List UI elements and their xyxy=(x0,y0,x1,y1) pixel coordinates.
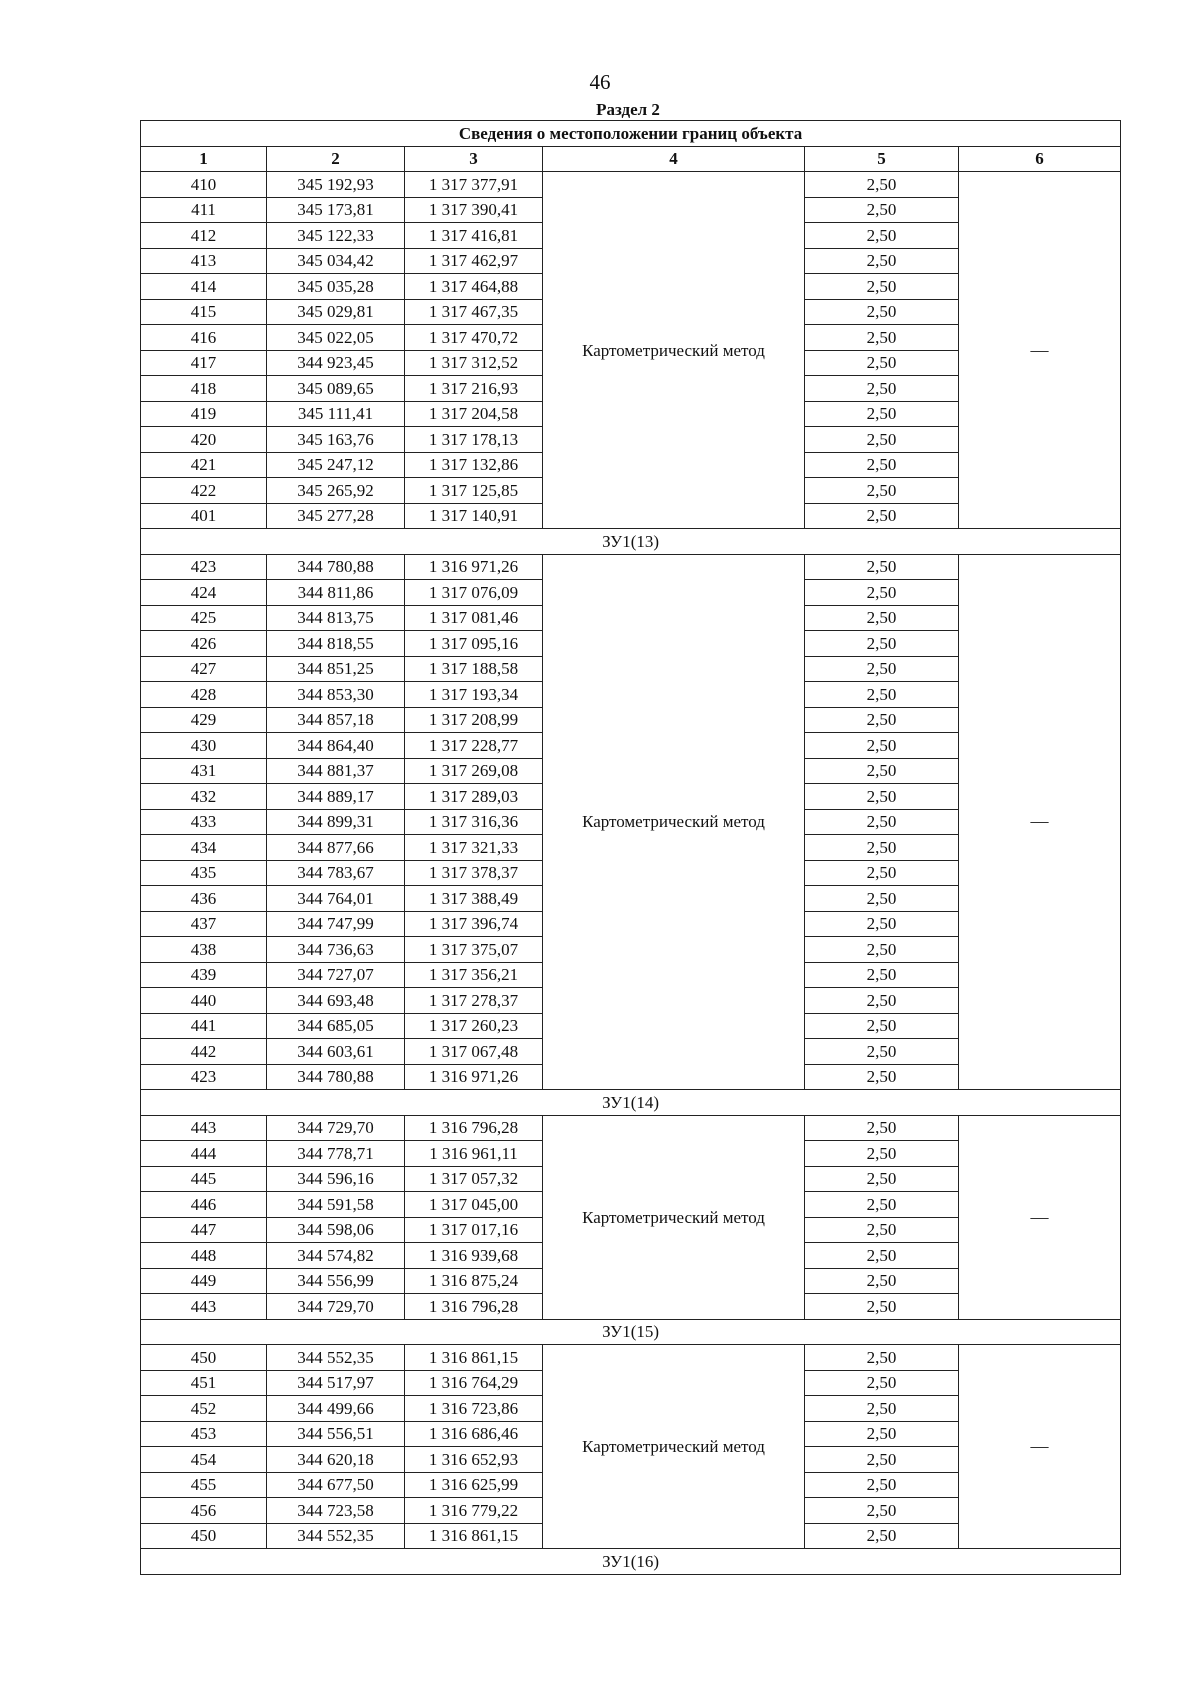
x-coordinate-cell: 344 693,48 xyxy=(267,988,405,1014)
x-coordinate-cell: 344 764,01 xyxy=(267,886,405,912)
y-coordinate-cell: 1 317 462,97 xyxy=(405,248,543,274)
y-coordinate-cell: 1 316 971,26 xyxy=(405,554,543,580)
y-coordinate-cell: 1 317 312,52 xyxy=(405,350,543,376)
x-coordinate-cell: 344 747,99 xyxy=(267,911,405,937)
accuracy-cell: 2,50 xyxy=(805,401,959,427)
y-coordinate-cell: 1 317 057,32 xyxy=(405,1166,543,1192)
point-number-cell: 443 xyxy=(141,1115,267,1141)
x-coordinate-cell: 344 899,31 xyxy=(267,809,405,835)
accuracy-cell: 2,50 xyxy=(805,1447,959,1473)
point-number-cell: 419 xyxy=(141,401,267,427)
point-number-cell: 453 xyxy=(141,1421,267,1447)
y-coordinate-cell: 1 317 132,86 xyxy=(405,452,543,478)
accuracy-cell: 2,50 xyxy=(805,1039,959,1065)
group-label: ЗУ1(16) xyxy=(141,1549,1121,1575)
y-coordinate-cell: 1 316 652,93 xyxy=(405,1447,543,1473)
y-coordinate-cell: 1 316 875,24 xyxy=(405,1268,543,1294)
y-coordinate-cell: 1 317 188,58 xyxy=(405,656,543,682)
y-coordinate-cell: 1 317 081,46 xyxy=(405,605,543,631)
y-coordinate-cell: 1 317 378,37 xyxy=(405,860,543,886)
accuracy-cell: 2,50 xyxy=(805,758,959,784)
x-coordinate-cell: 344 729,70 xyxy=(267,1294,405,1320)
point-number-cell: 451 xyxy=(141,1370,267,1396)
x-coordinate-cell: 344 499,66 xyxy=(267,1396,405,1422)
point-number-cell: 436 xyxy=(141,886,267,912)
y-coordinate-cell: 1 317 204,58 xyxy=(405,401,543,427)
y-coordinate-cell: 1 317 067,48 xyxy=(405,1039,543,1065)
y-coordinate-cell: 1 317 278,37 xyxy=(405,988,543,1014)
method-cell: Картометрический метод xyxy=(543,1345,805,1549)
point-number-cell: 452 xyxy=(141,1396,267,1422)
x-coordinate-cell: 344 596,16 xyxy=(267,1166,405,1192)
group-label-row xyxy=(141,1090,1121,1116)
group-label-row xyxy=(141,1549,1121,1575)
point-number-cell: 426 xyxy=(141,631,267,657)
accuracy-cell: 2,50 xyxy=(805,248,959,274)
y-coordinate-cell: 1 317 390,41 xyxy=(405,197,543,223)
y-coordinate-cell: 1 317 140,91 xyxy=(405,503,543,529)
x-coordinate-cell: 344 556,51 xyxy=(267,1421,405,1447)
y-coordinate-cell: 1 316 861,15 xyxy=(405,1345,543,1371)
x-coordinate-cell: 344 780,88 xyxy=(267,1064,405,1090)
x-coordinate-cell: 344 723,58 xyxy=(267,1498,405,1524)
x-coordinate-cell: 344 877,66 xyxy=(267,835,405,861)
y-coordinate-cell: 1 317 388,49 xyxy=(405,886,543,912)
y-coordinate-cell: 1 317 095,16 xyxy=(405,631,543,657)
accuracy-cell: 2,50 xyxy=(805,172,959,198)
point-number-cell: 423 xyxy=(141,554,267,580)
accuracy-cell: 2,50 xyxy=(805,427,959,453)
x-coordinate-cell: 344 881,37 xyxy=(267,758,405,784)
accuracy-cell: 2,50 xyxy=(805,1217,959,1243)
point-number-cell: 427 xyxy=(141,656,267,682)
point-number-cell: 420 xyxy=(141,427,267,453)
y-coordinate-cell: 1 316 625,99 xyxy=(405,1472,543,1498)
x-coordinate-cell: 344 729,70 xyxy=(267,1115,405,1141)
x-coordinate-cell: 344 620,18 xyxy=(267,1447,405,1473)
point-number-cell: 439 xyxy=(141,962,267,988)
accuracy-cell: 2,50 xyxy=(805,350,959,376)
accuracy-cell: 2,50 xyxy=(805,299,959,325)
table-row xyxy=(141,554,1121,580)
y-coordinate-cell: 1 317 464,88 xyxy=(405,274,543,300)
y-coordinate-cell: 1 316 779,22 xyxy=(405,1498,543,1524)
point-number-cell: 437 xyxy=(141,911,267,937)
x-coordinate-cell: 345 089,65 xyxy=(267,376,405,402)
point-number-cell: 443 xyxy=(141,1294,267,1320)
y-coordinate-cell: 1 317 467,35 xyxy=(405,299,543,325)
y-coordinate-cell: 1 317 216,93 xyxy=(405,376,543,402)
accuracy-cell: 2,50 xyxy=(805,682,959,708)
boundary-coordinates-table xyxy=(140,120,1121,1575)
accuracy-cell: 2,50 xyxy=(805,1115,959,1141)
y-coordinate-cell: 1 317 017,16 xyxy=(405,1217,543,1243)
x-coordinate-cell: 345 163,76 xyxy=(267,427,405,453)
accuracy-cell: 2,50 xyxy=(805,1243,959,1269)
y-coordinate-cell: 1 316 939,68 xyxy=(405,1243,543,1269)
accuracy-cell: 2,50 xyxy=(805,1166,959,1192)
point-number-cell: 418 xyxy=(141,376,267,402)
accuracy-cell: 2,50 xyxy=(805,911,959,937)
column-header: 5 xyxy=(805,146,959,172)
x-coordinate-cell: 344 685,05 xyxy=(267,1013,405,1039)
point-number-cell: 401 xyxy=(141,503,267,529)
point-number-cell: 448 xyxy=(141,1243,267,1269)
y-coordinate-cell: 1 317 396,74 xyxy=(405,911,543,937)
accuracy-cell: 2,50 xyxy=(805,554,959,580)
y-coordinate-cell: 1 316 796,28 xyxy=(405,1115,543,1141)
x-coordinate-cell: 344 811,86 xyxy=(267,580,405,606)
y-coordinate-cell: 1 317 375,07 xyxy=(405,937,543,963)
x-coordinate-cell: 344 736,63 xyxy=(267,937,405,963)
accuracy-cell: 2,50 xyxy=(805,1192,959,1218)
point-number-cell: 442 xyxy=(141,1039,267,1065)
group-label-row xyxy=(141,1319,1121,1345)
point-number-cell: 412 xyxy=(141,223,267,249)
x-coordinate-cell: 344 727,07 xyxy=(267,962,405,988)
y-coordinate-cell: 1 317 321,33 xyxy=(405,835,543,861)
y-coordinate-cell: 1 317 076,09 xyxy=(405,580,543,606)
y-coordinate-cell: 1 317 260,23 xyxy=(405,1013,543,1039)
point-number-cell: 446 xyxy=(141,1192,267,1218)
table-caption-row xyxy=(141,121,1121,147)
group-label: ЗУ1(13) xyxy=(141,529,1121,555)
point-number-cell: 425 xyxy=(141,605,267,631)
x-coordinate-cell: 344 517,97 xyxy=(267,1370,405,1396)
accuracy-cell: 2,50 xyxy=(805,860,959,886)
x-coordinate-cell: 344 603,61 xyxy=(267,1039,405,1065)
accuracy-cell: 2,50 xyxy=(805,1396,959,1422)
page-number: 46 xyxy=(589,70,611,94)
table-body xyxy=(141,172,1121,1575)
column-header: 6 xyxy=(959,146,1121,172)
point-number-cell: 440 xyxy=(141,988,267,1014)
point-number-cell: 455 xyxy=(141,1472,267,1498)
point-number-cell: 450 xyxy=(141,1345,267,1371)
accuracy-cell: 2,50 xyxy=(805,1421,959,1447)
point-number-cell: 456 xyxy=(141,1498,267,1524)
point-number-cell: 432 xyxy=(141,784,267,810)
section-title: Раздел 2 xyxy=(596,100,660,119)
y-coordinate-cell: 1 316 961,11 xyxy=(405,1141,543,1167)
table-row xyxy=(141,1345,1121,1371)
accuracy-cell: 2,50 xyxy=(805,707,959,733)
point-number-cell: 447 xyxy=(141,1217,267,1243)
accuracy-cell: 2,50 xyxy=(805,197,959,223)
y-coordinate-cell: 1 317 208,99 xyxy=(405,707,543,733)
method-cell: Картометрический метод xyxy=(543,554,805,1090)
y-coordinate-cell: 1 317 416,81 xyxy=(405,223,543,249)
y-coordinate-cell: 1 317 045,00 xyxy=(405,1192,543,1218)
accuracy-cell: 2,50 xyxy=(805,1370,959,1396)
accuracy-cell: 2,50 xyxy=(805,478,959,504)
y-coordinate-cell: 1 316 764,29 xyxy=(405,1370,543,1396)
table-caption: Сведения о местоположении границ объекта xyxy=(141,121,1121,147)
x-coordinate-cell: 345 173,81 xyxy=(267,197,405,223)
point-number-cell: 417 xyxy=(141,350,267,376)
accuracy-cell: 2,50 xyxy=(805,962,959,988)
column-header: 3 xyxy=(405,146,543,172)
x-coordinate-cell: 345 035,28 xyxy=(267,274,405,300)
accuracy-cell: 2,50 xyxy=(805,274,959,300)
x-coordinate-cell: 344 851,25 xyxy=(267,656,405,682)
point-number-cell: 435 xyxy=(141,860,267,886)
y-coordinate-cell: 1 316 796,28 xyxy=(405,1294,543,1320)
point-number-cell: 424 xyxy=(141,580,267,606)
accuracy-cell: 2,50 xyxy=(805,223,959,249)
y-coordinate-cell: 1 316 971,26 xyxy=(405,1064,543,1090)
y-coordinate-cell: 1 317 316,36 xyxy=(405,809,543,835)
accuracy-cell: 2,50 xyxy=(805,988,959,1014)
accuracy-cell: 2,50 xyxy=(805,503,959,529)
point-number-cell: 410 xyxy=(141,172,267,198)
accuracy-cell: 2,50 xyxy=(805,452,959,478)
x-coordinate-cell: 344 923,45 xyxy=(267,350,405,376)
point-number-cell: 415 xyxy=(141,299,267,325)
point-number-cell: 450 xyxy=(141,1523,267,1549)
accuracy-cell: 2,50 xyxy=(805,1013,959,1039)
x-coordinate-cell: 344 598,06 xyxy=(267,1217,405,1243)
point-number-cell: 431 xyxy=(141,758,267,784)
point-number-cell: 411 xyxy=(141,197,267,223)
x-coordinate-cell: 345 247,12 xyxy=(267,452,405,478)
point-number-cell: 416 xyxy=(141,325,267,351)
table-row xyxy=(141,1115,1121,1141)
x-coordinate-cell: 344 818,55 xyxy=(267,631,405,657)
accuracy-cell: 2,50 xyxy=(805,605,959,631)
method-cell: Картометрический метод xyxy=(543,1115,805,1319)
column6-cell: — xyxy=(959,554,1121,1090)
x-coordinate-cell: 345 111,41 xyxy=(267,401,405,427)
accuracy-cell: 2,50 xyxy=(805,1064,959,1090)
y-coordinate-cell: 1 317 269,08 xyxy=(405,758,543,784)
accuracy-cell: 2,50 xyxy=(805,325,959,351)
y-coordinate-cell: 1 317 470,72 xyxy=(405,325,543,351)
point-number-cell: 421 xyxy=(141,452,267,478)
accuracy-cell: 2,50 xyxy=(805,1472,959,1498)
y-coordinate-cell: 1 316 861,15 xyxy=(405,1523,543,1549)
group-label: ЗУ1(15) xyxy=(141,1319,1121,1345)
table-row xyxy=(141,172,1121,198)
x-coordinate-cell: 345 022,05 xyxy=(267,325,405,351)
x-coordinate-cell: 344 778,71 xyxy=(267,1141,405,1167)
y-coordinate-cell: 1 317 377,91 xyxy=(405,172,543,198)
y-coordinate-cell: 1 316 686,46 xyxy=(405,1421,543,1447)
x-coordinate-cell: 344 889,17 xyxy=(267,784,405,810)
point-number-cell: 434 xyxy=(141,835,267,861)
point-number-cell: 449 xyxy=(141,1268,267,1294)
accuracy-cell: 2,50 xyxy=(805,886,959,912)
point-number-cell: 441 xyxy=(141,1013,267,1039)
point-number-cell: 429 xyxy=(141,707,267,733)
accuracy-cell: 2,50 xyxy=(805,835,959,861)
accuracy-cell: 2,50 xyxy=(805,1498,959,1524)
accuracy-cell: 2,50 xyxy=(805,1523,959,1549)
column-header: 1 xyxy=(141,146,267,172)
x-coordinate-cell: 345 122,33 xyxy=(267,223,405,249)
x-coordinate-cell: 344 864,40 xyxy=(267,733,405,759)
x-coordinate-cell: 344 574,82 xyxy=(267,1243,405,1269)
column6-cell: — xyxy=(959,1345,1121,1549)
y-coordinate-cell: 1 317 356,21 xyxy=(405,962,543,988)
y-coordinate-cell: 1 316 723,86 xyxy=(405,1396,543,1422)
point-number-cell: 423 xyxy=(141,1064,267,1090)
x-coordinate-cell: 345 277,28 xyxy=(267,503,405,529)
accuracy-cell: 2,50 xyxy=(805,937,959,963)
method-cell: Картометрический метод xyxy=(543,172,805,529)
x-coordinate-cell: 345 265,92 xyxy=(267,478,405,504)
y-coordinate-cell: 1 317 289,03 xyxy=(405,784,543,810)
accuracy-cell: 2,50 xyxy=(805,376,959,402)
group-label: ЗУ1(14) xyxy=(141,1090,1121,1116)
x-coordinate-cell: 344 783,67 xyxy=(267,860,405,886)
x-coordinate-cell: 344 853,30 xyxy=(267,682,405,708)
x-coordinate-cell: 344 857,18 xyxy=(267,707,405,733)
x-coordinate-cell: 344 591,58 xyxy=(267,1192,405,1218)
y-coordinate-cell: 1 317 228,77 xyxy=(405,733,543,759)
group-label-row xyxy=(141,529,1121,555)
x-coordinate-cell: 344 552,35 xyxy=(267,1523,405,1549)
column6-cell: — xyxy=(959,172,1121,529)
table-header-row xyxy=(141,146,1121,172)
point-number-cell: 454 xyxy=(141,1447,267,1473)
x-coordinate-cell: 345 029,81 xyxy=(267,299,405,325)
point-number-cell: 445 xyxy=(141,1166,267,1192)
accuracy-cell: 2,50 xyxy=(805,580,959,606)
column6-cell: — xyxy=(959,1115,1121,1319)
x-coordinate-cell: 345 034,42 xyxy=(267,248,405,274)
y-coordinate-cell: 1 317 178,13 xyxy=(405,427,543,453)
accuracy-cell: 2,50 xyxy=(805,733,959,759)
point-number-cell: 413 xyxy=(141,248,267,274)
x-coordinate-cell: 344 556,99 xyxy=(267,1268,405,1294)
x-coordinate-cell: 345 192,93 xyxy=(267,172,405,198)
accuracy-cell: 2,50 xyxy=(805,1141,959,1167)
point-number-cell: 414 xyxy=(141,274,267,300)
x-coordinate-cell: 344 813,75 xyxy=(267,605,405,631)
point-number-cell: 433 xyxy=(141,809,267,835)
point-number-cell: 430 xyxy=(141,733,267,759)
y-coordinate-cell: 1 317 193,34 xyxy=(405,682,543,708)
x-coordinate-cell: 344 677,50 xyxy=(267,1472,405,1498)
point-number-cell: 444 xyxy=(141,1141,267,1167)
column-header: 2 xyxy=(267,146,405,172)
accuracy-cell: 2,50 xyxy=(805,784,959,810)
y-coordinate-cell: 1 317 125,85 xyxy=(405,478,543,504)
x-coordinate-cell: 344 552,35 xyxy=(267,1345,405,1371)
accuracy-cell: 2,50 xyxy=(805,1345,959,1371)
x-coordinate-cell: 344 780,88 xyxy=(267,554,405,580)
accuracy-cell: 2,50 xyxy=(805,1294,959,1320)
accuracy-cell: 2,50 xyxy=(805,1268,959,1294)
accuracy-cell: 2,50 xyxy=(805,656,959,682)
column-header: 4 xyxy=(543,146,805,172)
point-number-cell: 428 xyxy=(141,682,267,708)
point-number-cell: 438 xyxy=(141,937,267,963)
point-number-cell: 422 xyxy=(141,478,267,504)
accuracy-cell: 2,50 xyxy=(805,631,959,657)
accuracy-cell: 2,50 xyxy=(805,809,959,835)
